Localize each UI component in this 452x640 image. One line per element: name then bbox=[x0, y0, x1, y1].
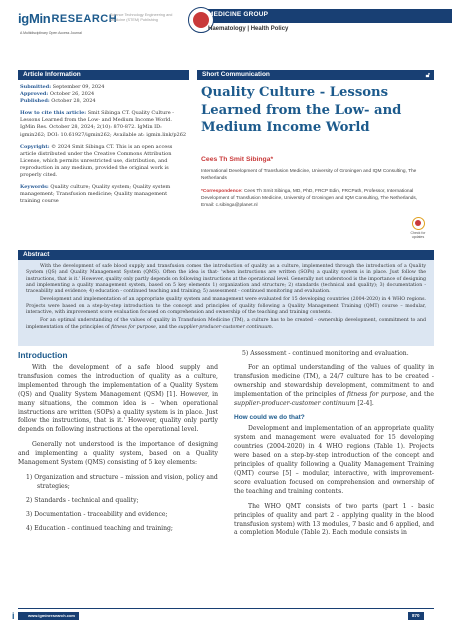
citation-text[interactable]: Smit Sibinga CT. Quality Culture - Lessons Learned from the Low- and Medium Income World. IgMin Res. October 28, 2024; 2(10): 870-872. IgMin ID: igmin262; DOI: 10.61927/igmin262; Available at: igmin.link/p262 bbox=[20, 110, 187, 138]
approved-label: Approved: bbox=[20, 91, 49, 98]
footer-logo-icon: i bbox=[12, 611, 15, 621]
how-could-we-heading: How could we do that? bbox=[234, 414, 305, 422]
abstract-p3-em1: fitness for purpose bbox=[111, 324, 156, 330]
article-title: Quality Culture - Lessons Learned from the Low- and Medium Income World bbox=[201, 85, 402, 135]
key-elements-list bbox=[26, 474, 218, 534]
right-p1-end: [2-4]. bbox=[355, 399, 374, 407]
citation bbox=[20, 110, 188, 138]
keywords bbox=[20, 184, 188, 205]
check-updates-label: Check for updates bbox=[410, 231, 426, 239]
abstract-p3-mid: , and the bbox=[155, 324, 179, 330]
abstract-p3-end: . bbox=[271, 324, 274, 330]
abstract-p3-em2: supplier-producer-customer continuum bbox=[178, 324, 272, 330]
right-p1-start: For an optimal understanding of the values of quality in transfusion medicine (TM), a 24/7 culture has to be created - ownership and stewardship development, commitment to and implementation of the principles of bbox=[234, 363, 434, 398]
body-column-right bbox=[234, 350, 434, 544]
list-item: 1) Organization and structure – mission and vision, policy and strategies; bbox=[26, 473, 218, 490]
journal-section: Haematology | Health Policy bbox=[208, 26, 289, 32]
right-paragraph-1 bbox=[234, 364, 434, 409]
logo-subtitle: A Multidisciplinary Open Access Journal bbox=[20, 31, 82, 35]
published-date: October 28, 2024 bbox=[51, 98, 96, 105]
submitted-label: Submitted: bbox=[20, 84, 52, 90]
article-info bbox=[20, 84, 188, 210]
abstract-paragraph-2: Development and implementation of an appropriate quality system and management were evaluated for 15 developing countries (2004-2020) in 4 WHO regions. Projects were based on a step-by-step introduction to the concept and principles of quality following a Quality Management Training (QMT) course – modular, interactive, with improvement score evaluation focused on comprehension and ownership of the teaching and training contents. bbox=[26, 297, 426, 316]
abstract-p3-start: For an optimal understanding of the values of quality in Transfusion Medicine (TM), a culture has to be created - ownership development, commitment to and implementation of the principles of bbox=[26, 318, 426, 330]
copyright-text: © 2024 Smit Sibinga CT. This is an open access article distributed under the Creative Commons Attribution License, which permits unrestricted use, distribution, and reproduction in any medium, provided the original work is properly cited. bbox=[20, 143, 173, 179]
footer-divider bbox=[18, 608, 434, 609]
intro-paragraph-1: With the development of a safe blood supply and transfusion comes the introduction of quality as a culture, implemented through the implementation of a Quality System (QS) and Quality System Management (QSM) [1]. However, in many situations, the common idea is – 'when operational instructions are written (SOPs) a quality system is in place. Just follow the instructions, that is it.' However, quality only partly depends on following instructions at the operational level. bbox=[18, 364, 218, 434]
author-affiliation: International Development of Transfusion Medicine, University of Groningen and IQM Consulting, The Netherlands bbox=[201, 169, 417, 181]
right-paragraph-2: Development and implementation of an appropriate quality system and management were evaluated for 15 developing countries (2004-2020) in 4 WHO regions (Table 1). Projects were based on a step-by-step introduction of the concept and principles of quality following a Quality Management Training (QMT) course [5] – modular, interactive, with improvement-score evaluation focused on comprehension and ownership of the teaching and training contents. bbox=[234, 425, 434, 495]
body-column-left bbox=[18, 350, 218, 539]
list-item: 3) Documentation - traceability and evidence; bbox=[26, 510, 168, 518]
citation-label: How to cite this article: bbox=[20, 110, 87, 117]
list-item: 5) Assessment - continued monitoring and evaluation. bbox=[242, 350, 409, 357]
journal-name: MEDICINE GROUP bbox=[208, 11, 269, 18]
list-item: 2) Standards - technical and quality; bbox=[26, 496, 139, 504]
open-access-icon: 🔓︎ bbox=[425, 72, 430, 79]
short-communication-label: Short Communication bbox=[202, 71, 270, 78]
footer-website-link[interactable]: www.igminresearch.com bbox=[18, 612, 79, 620]
copyright bbox=[20, 144, 188, 179]
keywords-text: Quality culture; Quality system; Quality system management; Transfusion medicine; Quality management training course bbox=[20, 184, 171, 205]
publisher-logo[interactable] bbox=[18, 11, 117, 26]
intro-paragraph-2: Generally not understood is the importance of designing and implementing a quality system, based on a Quality Management System (QMS) consisting of 5 key elements: bbox=[18, 441, 218, 467]
abstract-body bbox=[18, 260, 434, 331]
page-number: 870 bbox=[408, 612, 424, 620]
keywords-label: Keywords: bbox=[20, 184, 49, 191]
key-elements-list-cont bbox=[242, 350, 434, 359]
introduction-heading: Introduction bbox=[18, 350, 68, 360]
right-p1-em1: fitness for purpose bbox=[346, 390, 406, 398]
right-p1-mid: , and the bbox=[405, 390, 434, 398]
logo-main: igMin bbox=[18, 11, 51, 26]
logo-research: RESEARCH bbox=[51, 12, 118, 25]
check-updates-icon bbox=[412, 217, 425, 230]
copyright-label: Copyright: bbox=[20, 143, 50, 150]
correspondence-text: Cees Th Smit Sibinga, MD, PhD, FRCP Edin, FRCPath, Professor, International Development of Transfusion Medicine, University of Groningen and IQM Consulting, The Netherlands, Email: c.sibinga@planet.nl bbox=[201, 189, 418, 208]
abstract-band: Abstract bbox=[18, 250, 434, 260]
right-p1-em2: supplier-producer-customer continuum bbox=[234, 399, 356, 407]
submitted-row bbox=[20, 84, 188, 91]
abstract-box bbox=[18, 250, 434, 346]
check-for-updates-button[interactable] bbox=[407, 217, 429, 239]
article-info-band: Article Information bbox=[18, 70, 189, 80]
correspondence-label: *Correspondence: bbox=[201, 189, 243, 194]
approved-row bbox=[20, 91, 188, 98]
short-communication-band bbox=[197, 70, 434, 80]
submitted-date: September 09, 2024 bbox=[52, 84, 105, 90]
list-item: 4) Education - continued teaching and training; bbox=[26, 524, 173, 532]
published-label: Published: bbox=[20, 98, 50, 105]
approved-date: October 26, 2024 bbox=[49, 91, 95, 98]
right-paragraph-3: The WHO QMT consists of two parts (part 1 - basic principles of quality and part 2 - applying quality in the blood transfusion system) with 13 modules, 7 basic and 6 applied, and a completion Module (Table 2). Each module consists in bbox=[234, 502, 434, 537]
correspondence bbox=[201, 188, 425, 209]
logo-tagline: Science Technology Engineering and Medicine (STEM) Publishing bbox=[110, 13, 173, 22]
page-header bbox=[0, 0, 452, 46]
abstract-paragraph-1: With the development of safe blood supply and transfusion comes the introduction of quality as a culture, implemented through the introduction of a Quality System (QS) and Quality Management System (QMS). Often the idea is that- 'when instructions are written (SOPs) a quality system is in place. Just follow the instructions, that is it.' However, quality only partly depends on following instructions at the operational level. Generally not understood is the importance of designing and implementing a quality management system, based on 5 key elements 1) organization and structure; 2) standards (technical and quality); 3) documentation - traceability and evidence; 4) education - continued teaching and training; 5) assessment - continued monitoring and evaluation. bbox=[26, 264, 426, 295]
author-name: Cees Th Smit Sibinga* bbox=[201, 156, 274, 163]
abstract-paragraph-3 bbox=[26, 318, 426, 331]
published-row bbox=[20, 98, 188, 105]
